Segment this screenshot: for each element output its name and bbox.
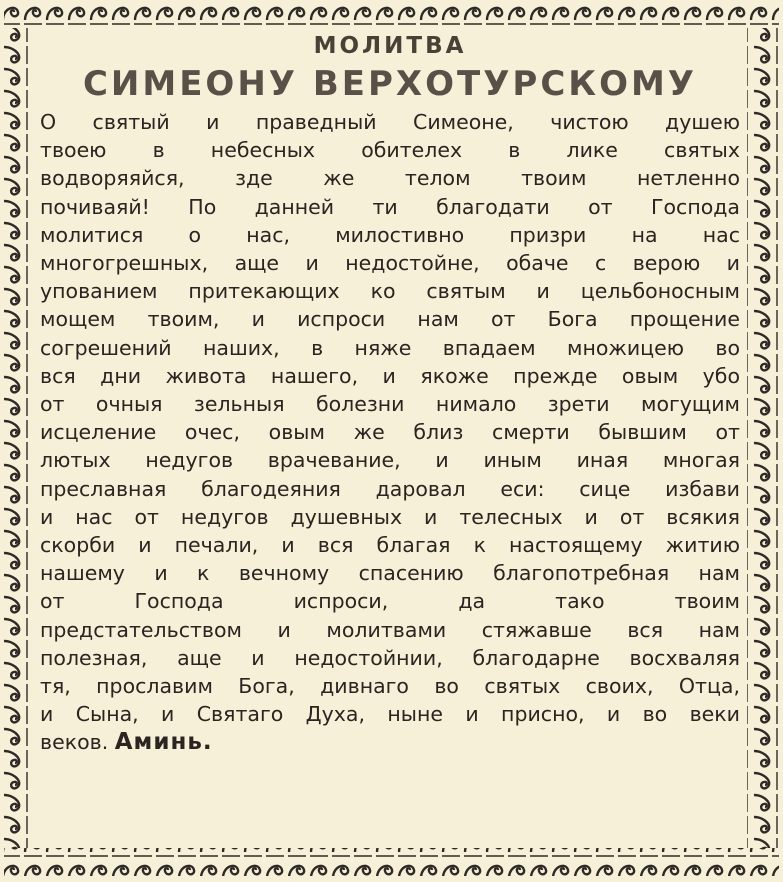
prayer-line: О святый и праведный Симеоне, чистою душею — [40, 110, 740, 134]
border-left — [2, 28, 34, 848]
border-bottom — [4, 848, 779, 876]
prayer-line: полезная, аще и недостойнии, благодарне восхваляя — [40, 645, 740, 670]
border-right — [747, 28, 779, 848]
prayer-line: многогрешных, аще и недостойне, обаче с верою и — [40, 251, 740, 276]
prayer-line: и нас от недугов душевных и телесных и от всякия — [40, 504, 740, 529]
prayer-last-line — [40, 728, 740, 756]
prayer-content — [40, 30, 740, 830]
prayer-line: нашему и к вечному спасению благопотребная нам — [40, 561, 740, 586]
amen: Аминь. — [114, 729, 213, 756]
prayer-line: предстательством и молитвами стяжавше вся нам — [40, 617, 740, 642]
prayer-line: вся дни живота нашего, и якоже прежде овым убо — [40, 363, 740, 388]
border-top — [4, 2, 779, 28]
prayer-line: преславная благодеяния даровал еси: сице избави — [40, 476, 740, 501]
prayer-line: твоею в небесных обителех в лике святых — [40, 138, 740, 163]
title-simeon: СИМЕОНУ ВЕРХОТУРСКОМУ — [82, 64, 698, 104]
title-molitva: МОЛИТВА — [313, 33, 467, 59]
prayer-line: лютых недугов врачевание, и иным иная многая — [40, 448, 740, 473]
prayer-line: от Господа испроси, да тако твоим — [40, 589, 740, 614]
prayer-text — [40, 108, 740, 757]
prayer-line: исцеление очес, овым же близ смерти бывшим от — [40, 420, 740, 445]
prayer-line: согрешений наших, в няже впадаем множицею во — [40, 335, 740, 360]
prayer-line: мощем твоим, и испроси нам от Бога прощение — [40, 307, 740, 332]
prayer-line: упованием притекающих ко святым и цельбоносным — [40, 279, 740, 304]
last-words: веков. — [40, 730, 109, 755]
prayer-line: скорби и печали, и вся благая к настоящему житию — [40, 533, 740, 558]
prayer-line: молитися о нас, милостивно призри на нас — [40, 222, 740, 247]
prayer-line: почиваяй! По данней ти благодати от Господа — [40, 194, 740, 219]
prayer-line: и Сына, и Святаго Духа, ныне и присно, и во веки — [40, 702, 740, 727]
prayer-line: тя, прославим Бога, дивнаго во святых своих, Отца, — [40, 674, 740, 699]
prayer-line: от очныя зельныя болезни нимало зрети могущим — [40, 392, 740, 417]
prayer-line: водворяяйся, зде же телом твоим нетленно — [40, 166, 740, 191]
